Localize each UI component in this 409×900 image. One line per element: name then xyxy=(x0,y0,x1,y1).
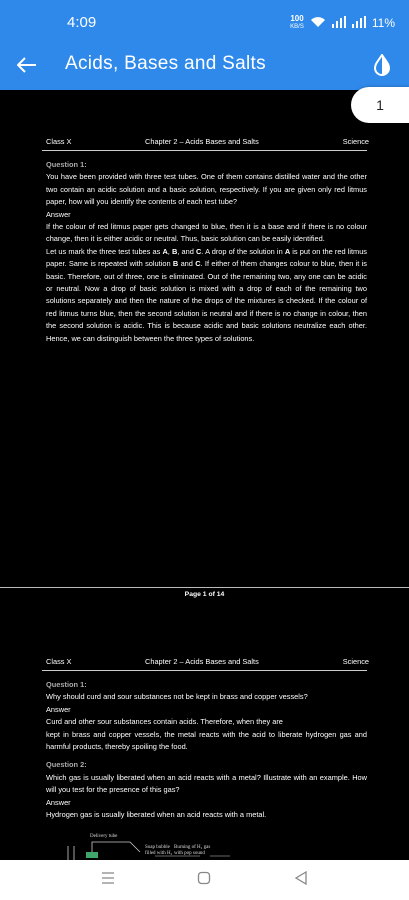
diagram-label: Delivery tube xyxy=(90,834,118,839)
system-nav-bar xyxy=(0,860,409,900)
question-text: Why should curd and sour substances not be kept in brass and copper vessels? xyxy=(46,692,308,702)
diagram-label: filled with H₂ xyxy=(145,851,173,856)
recents-icon xyxy=(101,871,115,889)
document-page-1 xyxy=(0,136,409,345)
wifi-icon xyxy=(310,16,326,31)
answer-paragraph: Let us mark the three test tubes as A, B, and C. A drop of the solution in A is put on the red litmus paper. Same is repeated with solution B and C. If either of them changes colour to blue, then it is basic. Therefore, out of three, one is eliminated. Out of the remaining two, any one can be acidic or neutral. Now a drop of basic solution is mixed with a drop of each of the remaining two solutions separately and then the nature of the drops of the mixtures is checked. If the colour of red litmus turns blue, then the second solution is neutral and if there is no change in colour, then the second solution is acidic. This is because acidic and basic solutions neutralize each other. Hence, we can distinguish between the three types of solutions. xyxy=(46,246,367,343)
header-class: Class X xyxy=(46,657,72,666)
header-subject: Science xyxy=(342,657,369,666)
diagram-label: Burning of H₂ gas xyxy=(174,845,211,850)
answer-label: Answer xyxy=(46,209,71,219)
document-page-2 xyxy=(0,656,409,821)
battery-level: 11% xyxy=(371,16,395,30)
diagram-label: Soap bubble xyxy=(145,845,170,850)
back-button[interactable] xyxy=(12,52,42,82)
nav-back-button[interactable] xyxy=(281,865,321,895)
arrow-left-icon xyxy=(17,57,37,78)
page-footer: Page 1 of 14 xyxy=(184,591,225,598)
page-header xyxy=(42,136,367,148)
question-title: Question 2: xyxy=(46,760,87,770)
page-header xyxy=(42,656,367,668)
status-time: 4:09 xyxy=(67,14,97,31)
recents-button[interactable] xyxy=(88,865,128,895)
header-class: Class X xyxy=(46,137,72,146)
hydrogen-test-diagram xyxy=(60,832,260,860)
network-speed-unit: KB/S xyxy=(290,24,304,30)
page-number-badge[interactable] xyxy=(351,87,409,123)
app-bar xyxy=(0,44,409,90)
home-button[interactable] xyxy=(184,865,224,895)
header-subject: Science xyxy=(342,137,369,146)
answer-label: Answer xyxy=(46,704,71,714)
page-separator xyxy=(0,587,409,588)
triangle-back-icon xyxy=(295,871,307,890)
home-icon xyxy=(197,871,211,890)
answer-line: kept in brass and copper vessels, the metal reacts with the acid to liberate hydrogen gas and harmful products, thereby spoiling the food. xyxy=(46,729,367,752)
network-speed xyxy=(290,15,304,31)
status-indicators xyxy=(290,15,395,31)
answer-paragraph: If the colour of red litmus paper gets changed to blue, then it is a base and if there is no colour change, then it is either acidic or neutral. Thus, basic solution can be easily identified. xyxy=(46,222,367,244)
signal-icon xyxy=(332,16,346,31)
signal-icon xyxy=(352,16,366,31)
header-chapter: Chapter 2 – Acids Bases and Salts xyxy=(145,137,259,146)
status-bar xyxy=(0,0,409,44)
page-body xyxy=(0,671,409,821)
answer-label: Answer xyxy=(46,797,71,807)
question-text: Which gas is usually liberated when an acid reacts with a metal? Illustrate with an example. How will you test for the presence of this gas? xyxy=(46,772,367,795)
page-number: 1 xyxy=(376,97,384,113)
network-speed-value: 100 xyxy=(290,14,304,23)
contrast-button[interactable] xyxy=(367,52,397,82)
app-title: Acids, Bases and Salts xyxy=(65,53,266,74)
diagram-label: with pop sound xyxy=(174,851,205,856)
page-body xyxy=(0,151,409,345)
header-chapter: Chapter 2 – Acids Bases and Salts xyxy=(145,657,259,666)
answer-line: Curd and other sour substances contain acids. Therefore, when they are xyxy=(46,717,283,727)
contrast-drop-icon xyxy=(373,54,391,81)
question-text: You have been provided with three test tubes. One of them contains distilled water and the other two contain an acidic solution and a basic solution, respectively. If you are given only red litmus paper, how will you identify the contents of each test tube? xyxy=(46,172,367,207)
answer-line: Hydrogen gas is usually liberated when an acid reacts with a metal. xyxy=(46,810,267,820)
question-title: Question 1: xyxy=(46,680,87,689)
question-title: Question 1: xyxy=(46,160,87,169)
